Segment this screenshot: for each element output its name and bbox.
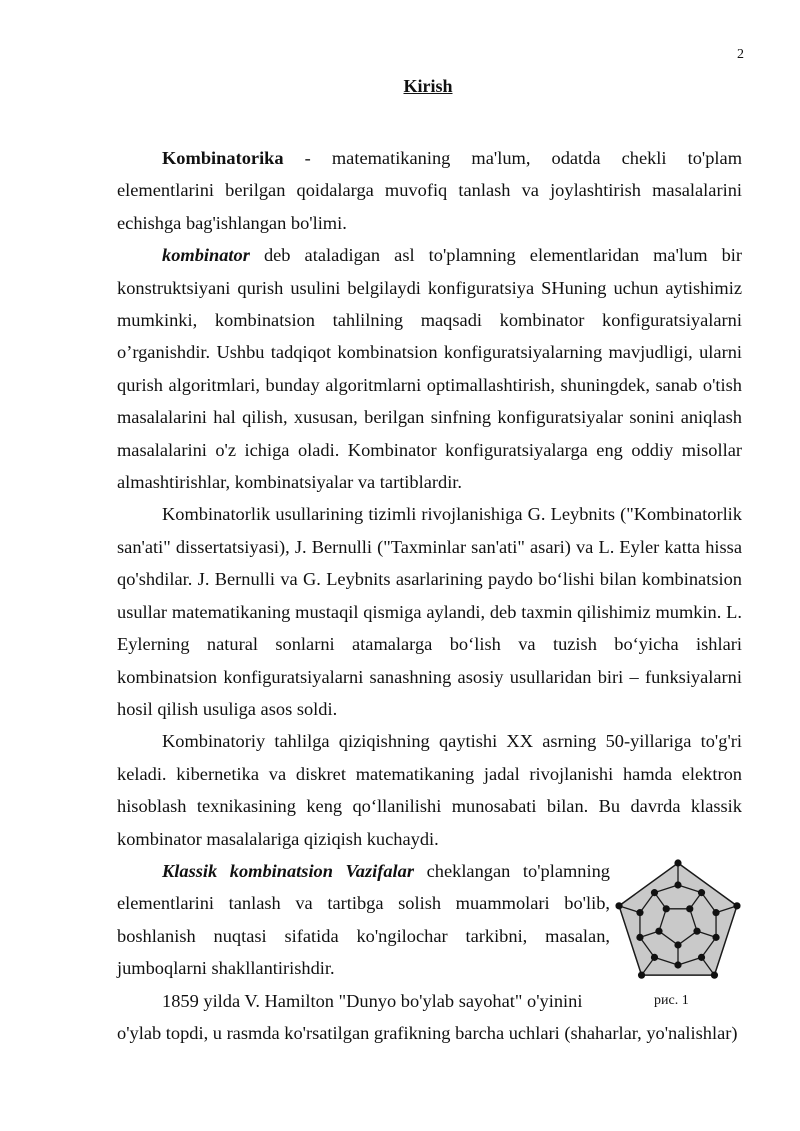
graph-vertex (693, 928, 700, 935)
graph-vertex (674, 961, 681, 968)
graph-vertex (615, 902, 622, 909)
graph-vertex (698, 954, 705, 961)
graph-vertex (733, 902, 740, 909)
paragraph-5: Klassik kombinatsion Vazifalar cheklangan to'plamning elementlarini tanlash va tartibga solish muammolari bo'lib, boshlanish nuqtasi sifatida ko'ngilochar tarkibni, masalan, jumboqlarni shakllantirishdir. (117, 860, 610, 979)
paragraph-6-line-1: 1859 yilda V. Hamilton "Dunyo bo'ylab sayohat" o'yinini (162, 990, 583, 1011)
paragraph-2: kombinator deb ataladigan asl to'plamning elementlaridan ma'lum bir konstruktsiyani qurish usulini belgilaydi konfiguratsiya SHuning uchun aytishimiz mumkinki, kombinatsion tahlilning maqsadi kombinator konfiguratsiyalarni o’rganishdir. Ushbu tadqiqot kombinatsion konfiguratsiyalarning mavjudligi, ularni qurish algoritmlari, bunday algoritmlarni optimallashtirish, shuningdek, sanab o'tish masalalarini hal qilish, xususan, berilgan sinfning konfiguratsiyalar sonini aniqlash masalalarini o'z ichiga oladi. Kombinator konfiguratsiyalarga eng oddiy misollar almashtirishlar, kombinatsiyalar va tartiblardir. (117, 245, 742, 493)
dodecahedron-graph (614, 857, 742, 985)
graph-vertex (674, 881, 681, 888)
graph-vertex (651, 889, 658, 896)
paragraph-4: Kombinatoriy tahlilga qiziqishning qaytishi XX asrning 50-yillariga to'g'ri keladi. kibernetika va diskret matematikaning jadal rivojlanishi hamda elektron hisoblash texnikasining keng qo‘llanilishi munosabati bilan. Bu davrda klassik kombinator masalalariga qiziqish kuchaydi. (117, 731, 742, 849)
graph-vertex (651, 954, 658, 961)
page-number: 2 (737, 47, 744, 62)
graph-vertex (712, 909, 719, 916)
graph-vertex (711, 971, 718, 978)
graph-vertex (674, 859, 681, 866)
dodecahedron-graph-figure (614, 857, 742, 1007)
graph-vertex (698, 889, 705, 896)
document-body (117, 142, 742, 1049)
figure-caption: рис. 1 (654, 992, 689, 1008)
paragraph-6-line-2: o'ylab topdi, u rasmda ko'rsatilgan grafikning barcha uchlari (shaharlar, yo'nalishlar) (117, 1022, 738, 1043)
page-title: Kirish (403, 76, 453, 96)
term-kombinatorika: Kombinatorika (162, 148, 284, 168)
graph-vertex (636, 934, 643, 941)
graph-vertex (655, 928, 662, 935)
graph-vertex (636, 909, 643, 916)
graph-vertex (674, 941, 681, 948)
graph-vertex (686, 905, 693, 912)
term-klassik-vazifalar: Klassik kombinatsion Vazifalar (162, 860, 415, 881)
paragraph-1: Kombinatorika - matematikaning ma'lum, odatda chekli to'plam elementlarini berilgan qoidalarga muvofiq tanlash va joylashtirish masalalarini echishga bag'ishlangan bo'limi. (117, 148, 742, 233)
graph-vertex (638, 971, 645, 978)
paragraph-3: Kombinatorlik usullarining tizimli rivojlanishiga G. Leybnits ("Kombinatorlik san'ati" dissertatsiyasi), J. Bernulli ("Taxminlar san'ati" asari) va L. Eyler katta hissa qo'shdilar. J. Bernulli va G. Leybnits asarlarining paydo bo‘lishi bilan kombinatsion usullar matematikaning mustaqil qismiga aylandi, deb taxmin qilishimiz mumkin. L. Eylerning natural sonlarni atamalarga bo‘lish va tuzish bo‘yicha ishlari kombinatsion konfiguratsiyalarni sanashning asosiy usullaridan biri – funksiyalarni hosil qilish usuliga asos soldi. (117, 504, 742, 719)
term-kombinator: kombinator (162, 245, 250, 266)
graph-vertex (712, 934, 719, 941)
graph-vertex (663, 905, 670, 912)
